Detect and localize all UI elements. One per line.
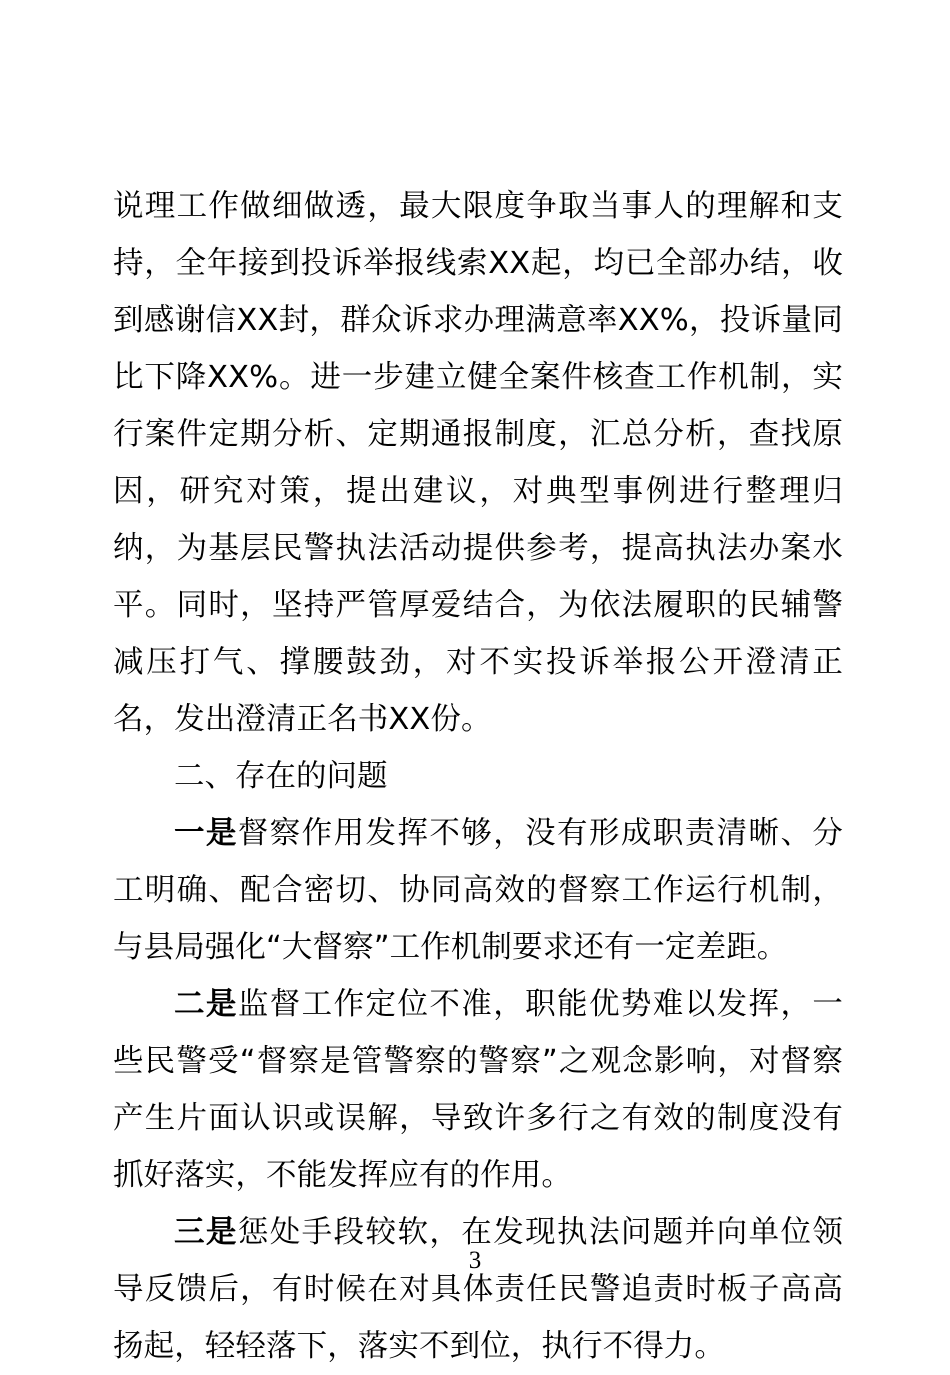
paragraph-item-three xyxy=(113,1204,843,1375)
paragraph-text: 惩处手段较软，在发现执法问题并向单位领导反馈后，有时候在对具体责任民警追责时板子高高扬起，轻轻落下，落实不到位，执行不得力。 xyxy=(113,1215,843,1364)
paragraph-continued xyxy=(113,178,843,748)
document-text-body xyxy=(113,178,843,1375)
paragraph-lead-label: 三是 xyxy=(174,1215,238,1250)
paragraph-text: 说理工作做细做透，最大限度争取当事人的理解和支持，全年接到投诉举报线索XX起，均已全部办结，收到感谢信XX封，群众诉求办理满意率XX%，投诉量同比下降XX%。进一步建立健全案件核查工作机制，实行案件定期分析、定期通报制度，汇总分析，查找原因，研究对策，提出建议，对典型事例进行整理归纳，为基层民警执法活动提供参考，提高执法办案水平。同时，坚持严管厚爱结合，为依法履职的民辅警减压打气、撑腰鼓劲，对不实投诉举报公开澄清正名，发出澄清正名书XX份。 xyxy=(113,189,843,737)
paragraph-lead-label: 二是 xyxy=(174,987,238,1022)
paragraph-text: 督察作用发挥不够，没有形成职责清晰、分工明确、配合密切、协同高效的督察工作运行机制，与县局强化“大督察”工作机制要求还有一定差距。 xyxy=(113,816,843,965)
paragraph-item-two xyxy=(113,976,843,1204)
paragraph-item-one xyxy=(113,805,843,976)
page-number: 3 xyxy=(468,1247,482,1274)
paragraph-text: 监督工作定位不准，职能优势难以发挥，一些民警受“督察是管警察的警察”之观念影响，对督察产生片面认识或误解，导致许多行之有效的制度没有抓好落实，不能发挥应有的作用。 xyxy=(113,987,843,1193)
section-heading-text: 二、存在的问题 xyxy=(174,759,388,794)
paragraph-lead-label: 一是 xyxy=(174,816,238,851)
section-heading-existing-problems xyxy=(113,748,843,805)
